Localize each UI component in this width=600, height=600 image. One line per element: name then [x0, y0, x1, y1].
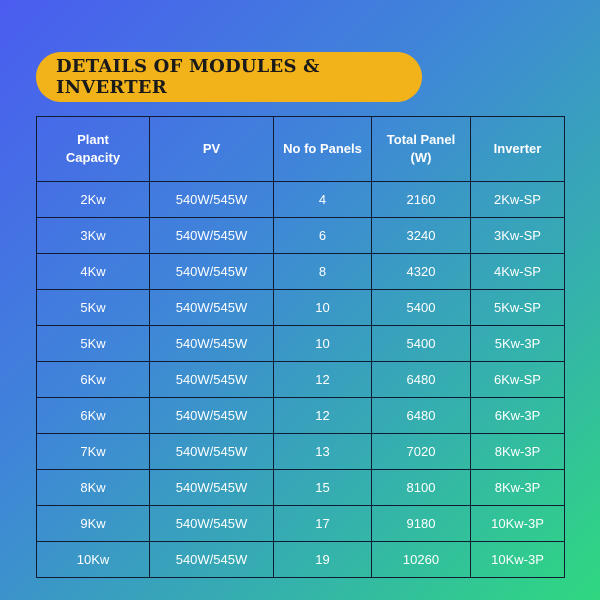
table-row	[37, 254, 565, 290]
inverter-cell: 2Kw-SP	[471, 182, 565, 218]
header-pv-label: PV	[202, 141, 221, 156]
plant-capacity-cell: 8Kw	[37, 470, 150, 506]
table-row	[37, 182, 565, 218]
total-panel-cell: 3240	[372, 218, 471, 254]
title-banner	[36, 52, 422, 102]
inverter-cell: 8Kw-3P	[471, 470, 565, 506]
header-row	[37, 117, 565, 182]
pv-cell: 540W/545W	[150, 218, 274, 254]
panel-count-cell: 15	[274, 470, 372, 506]
total-panel-cell: 9180	[372, 506, 471, 542]
plant-capacity-cell: 5Kw	[37, 290, 150, 326]
header-no-of-panels	[274, 117, 372, 182]
table-row	[37, 506, 565, 542]
total-panel-cell: 6480	[372, 362, 471, 398]
inverter-cell: 3Kw-SP	[471, 218, 565, 254]
panel-count-cell: 13	[274, 434, 372, 470]
panel-count-cell: 6	[274, 218, 372, 254]
plant-capacity-cell: 4Kw	[37, 254, 150, 290]
header-inverter-label: Inverter	[493, 141, 542, 156]
panel-count-cell: 10	[274, 326, 372, 362]
table-row	[37, 326, 565, 362]
table-row	[37, 290, 565, 326]
plant-capacity-cell: 7Kw	[37, 434, 150, 470]
pv-cell: 540W/545W	[150, 290, 274, 326]
total-panel-cell: 2160	[372, 182, 471, 218]
pv-cell: 540W/545W	[150, 470, 274, 506]
pv-cell: 540W/545W	[150, 398, 274, 434]
specs-table	[36, 116, 565, 578]
panel-count-cell: 19	[274, 542, 372, 578]
header-plant-capacity	[37, 117, 150, 182]
total-panel-cell: 7020	[372, 434, 471, 470]
panel-count-cell: 12	[274, 362, 372, 398]
plant-capacity-cell: 3Kw	[37, 218, 150, 254]
header-pv	[150, 117, 274, 182]
inverter-cell: 10Kw-3P	[471, 542, 565, 578]
inverter-cell: 8Kw-3P	[471, 434, 565, 470]
total-panel-cell: 5400	[372, 290, 471, 326]
header-inverter	[471, 117, 565, 182]
plant-capacity-cell: 2Kw	[37, 182, 150, 218]
header-total-panel-line-2: (W)	[410, 150, 432, 165]
page-title: DETAILS OF MODULES & INVERTER	[56, 56, 320, 98]
pv-cell: 540W/545W	[150, 326, 274, 362]
table-row	[37, 398, 565, 434]
pv-cell: 540W/545W	[150, 182, 274, 218]
inverter-cell: 10Kw-3P	[471, 506, 565, 542]
plant-capacity-cell: 6Kw	[37, 398, 150, 434]
table-row	[37, 542, 565, 578]
plant-capacity-cell: 9Kw	[37, 506, 150, 542]
header-plant-capacity-line-2: Capacity	[65, 150, 121, 165]
plant-capacity-cell: 10Kw	[37, 542, 150, 578]
pv-cell: 540W/545W	[150, 542, 274, 578]
inverter-cell: 4Kw-SP	[471, 254, 565, 290]
header-total-panel	[372, 117, 471, 182]
pv-cell: 540W/545W	[150, 362, 274, 398]
panel-count-cell: 12	[274, 398, 372, 434]
table-row	[37, 218, 565, 254]
table-row	[37, 470, 565, 506]
pv-cell: 540W/545W	[150, 506, 274, 542]
panel-count-cell: 8	[274, 254, 372, 290]
total-panel-cell: 8100	[372, 470, 471, 506]
panel-count-cell: 10	[274, 290, 372, 326]
pv-cell: 540W/545W	[150, 434, 274, 470]
inverter-cell: 6Kw-3P	[471, 398, 565, 434]
inverter-cell: 5Kw-SP	[471, 290, 565, 326]
table-row	[37, 362, 565, 398]
total-panel-cell: 5400	[372, 326, 471, 362]
table-row	[37, 434, 565, 470]
header-plant-capacity-line-1: Plant	[77, 132, 109, 147]
inverter-cell: 6Kw-SP	[471, 362, 565, 398]
total-panel-cell: 10260	[372, 542, 471, 578]
plant-capacity-cell: 5Kw	[37, 326, 150, 362]
header-total-panel-line-1: Total Panel	[386, 132, 456, 147]
panel-count-cell: 17	[274, 506, 372, 542]
table-header	[37, 117, 565, 182]
inverter-cell: 5Kw-3P	[471, 326, 565, 362]
total-panel-cell: 4320	[372, 254, 471, 290]
pv-cell: 540W/545W	[150, 254, 274, 290]
table-body	[37, 182, 565, 578]
plant-capacity-cell: 6Kw	[37, 362, 150, 398]
header-no-of-panels-label: No fo Panels	[283, 141, 362, 156]
total-panel-cell: 6480	[372, 398, 471, 434]
panel-count-cell: 4	[274, 182, 372, 218]
